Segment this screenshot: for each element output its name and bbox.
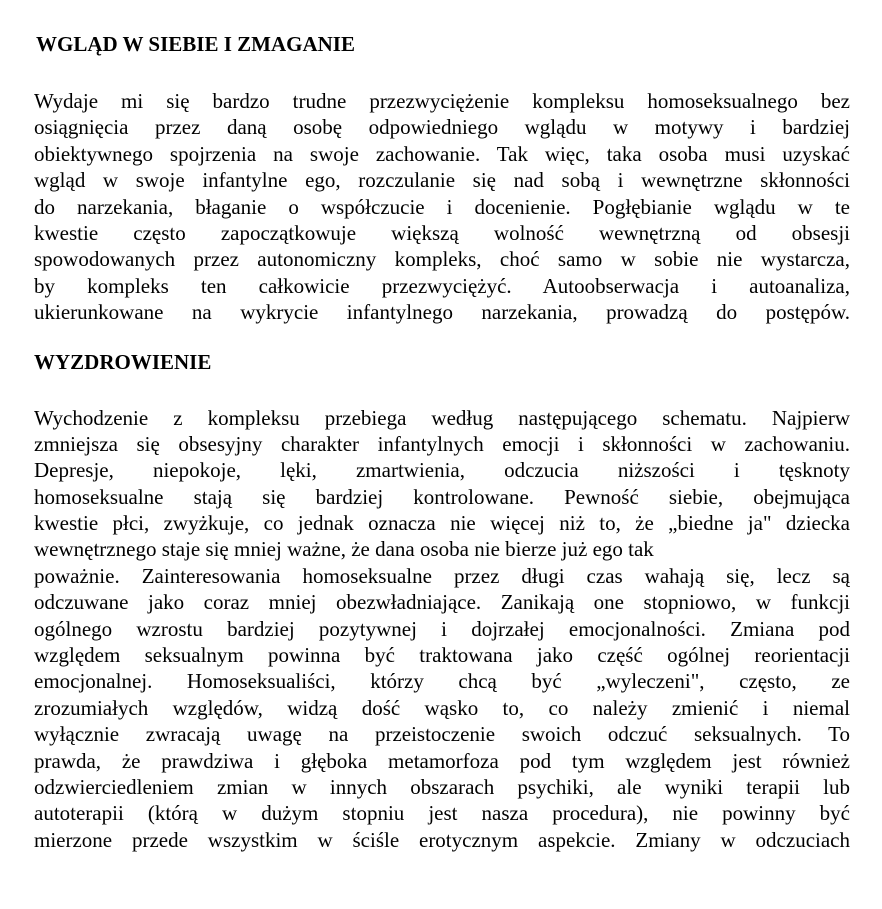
text-line: odzwierciedleniem zmian w innych obszarach psychiki, ale wyniki terapii lub bbox=[34, 774, 850, 799]
text-line: poważnie. Zainteresowania homoseksualne przez długi czas wahają się, lecz są bbox=[34, 563, 850, 588]
text-line: wewnętrznego staje się mniej ważne, że dana osoba nie bierze już ego tak bbox=[34, 537, 654, 562]
text-line: wgląd w swoje infantylne ego, rozczulanie się nad sobą i wewnętrzne skłonności bbox=[34, 168, 850, 193]
text-line: zmniejsza się obsesyjny charakter infantylnych emocji i skłonności w zachowaniu. bbox=[34, 431, 850, 456]
section-heading-insight: WGLĄD W SIEBIE I ZMAGANIE bbox=[36, 32, 355, 56]
text-line: Wydaje mi się bardzo trudne przezwyciężenie kompleksu homoseksualnego bez bbox=[34, 89, 850, 113]
paragraph-insight bbox=[34, 88, 850, 326]
text-line: kwestie płci, zwyżkuje, co jednak oznacza nie więcej niż to, że „biedne ja" dziecka bbox=[34, 511, 850, 536]
text-line: ogólnego wzrostu bardziej pozytywnej i dojrzałej emocjonalności. Zmiana pod bbox=[34, 616, 850, 641]
section-heading-recovery: WYZDROWIENIE bbox=[34, 349, 212, 374]
text-line: autoterapii (którą w dużym stopniu jest nasza procedura), nie powinny być bbox=[34, 801, 850, 826]
text-line: spowodowanych przez autonomiczny kompleks, choć samo w sobie nie wystarcza, bbox=[34, 247, 850, 272]
text-line: ukierunkowane na wykrycie infantylnego narzekania, prowadzą do postępów. bbox=[34, 300, 850, 325]
paragraph-recovery bbox=[34, 405, 850, 854]
text-line: Depresje, niepokoje, lęki, zmartwienia, odczucia niższości i tęsknoty bbox=[34, 458, 850, 483]
text-line: by kompleks ten całkowicie przezwyciężyć. Autoobserwacja i autoanaliza, bbox=[34, 273, 850, 298]
text-line: odczuwane jako coraz mniej obezwładniające. Zanikają one stopniowo, w funkcji bbox=[34, 590, 850, 615]
text-line: do narzekania, błaganie o współczucie i docenienie. Pogłębianie wglądu w te bbox=[34, 194, 850, 219]
text-line: emocjonalnej. Homoseksualiści, którzy chcą być „wyleczeni", często, ze bbox=[34, 669, 850, 694]
text-line: prawda, że prawdziwa i głęboka metamorfoza pod tym względem jest również bbox=[34, 748, 850, 773]
text-line: mierzone przede wszystkim w ściśle erotycznym aspekcie. Zmiany w odczuciach bbox=[34, 827, 850, 852]
text-line: kwestie często zapoczątkowuje większą wolność wewnętrzną od obsesji bbox=[34, 220, 850, 245]
text-line: Wychodzenie z kompleksu przebiega według następującego schematu. Najpierw bbox=[34, 405, 850, 430]
text-line: zrozumiałych względów, widzą dość wąsko to, co należy zmienić i niemal bbox=[34, 695, 850, 720]
text-line: osiągnięcia przez daną osobę odpowiedniego wglądu w motywy i bardziej bbox=[34, 115, 850, 140]
text-line: wyłącznie zwracają uwagę na przeistoczenie swoich odczuć seksualnych. To bbox=[34, 722, 850, 747]
text-line: względem seksualnym powinna być traktowana jako część ogólnej reorientacji bbox=[34, 643, 850, 668]
text-line: obiektywnego spojrzenia na swoje zachowanie. Tak więc, taka osoba musi uzyskać bbox=[34, 141, 850, 166]
text-line: homoseksualne stają się bardziej kontrolowane. Pewność siebie, obejmująca bbox=[34, 484, 850, 509]
